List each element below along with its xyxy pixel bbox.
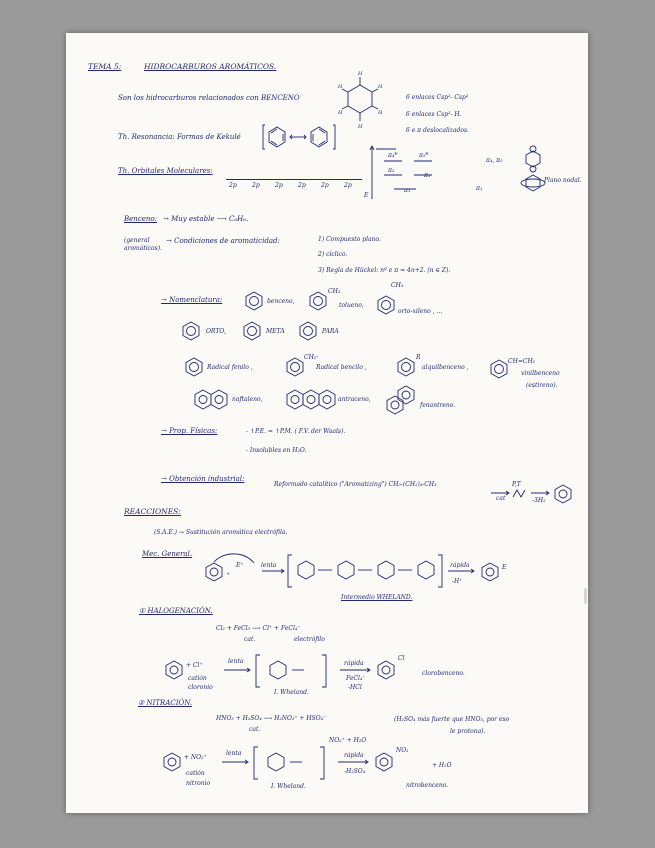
pi-45-ref: π₄, π₅: [486, 157, 503, 164]
hal-wheland: I. Wheland.: [274, 689, 309, 696]
benzyl-ch2: CH₂·: [304, 354, 319, 361]
phenyl-icon: [184, 357, 204, 377]
hal-cl: Cl: [398, 655, 405, 662]
ortho-ring-icon: [181, 321, 201, 341]
obtencion-text: Reformado catalítico ("Aromatizing") CH₃-(CH₂)₄-CH₃: [274, 481, 437, 488]
alquilbenceno-label: alquilbenceno ,: [422, 364, 469, 371]
svg-text:H: H: [338, 110, 343, 116]
naphthalene-icon: [194, 389, 228, 411]
nitracion-cat: cat.: [249, 726, 261, 733]
hal-plus-cl: + Cl⁺: [186, 662, 203, 669]
kekule-forms-icon: [263, 123, 335, 151]
hal-lenta: lenta: [228, 658, 244, 665]
nomenclatura-label: → Nomenclatura:: [161, 296, 223, 304]
nitracion-title: ② NITRACIÓN.: [138, 699, 193, 707]
benceno-general: (general: [124, 237, 150, 244]
antraceno-label: antraceno,: [338, 396, 371, 403]
bond-info-3: 6 e π deslocalizados.: [406, 127, 469, 134]
pi-3: π₃: [424, 172, 431, 179]
estireno-label: (estireno).: [526, 382, 558, 389]
obtencion-cat-pt: P,T: [512, 481, 521, 488]
phenanthrene-icon: [386, 385, 416, 415]
bond-info-2: 6 enlaces Csp²- H.: [406, 111, 462, 118]
svg-text:H: H: [378, 84, 383, 90]
svg-text:H: H: [358, 71, 363, 77]
mec-lenta: lenta: [261, 562, 277, 569]
cond-1: 1) Compuesto plano.: [318, 236, 381, 243]
nit-lenta: lenta: [226, 750, 242, 757]
naftaleno-label: naftaleno,: [232, 396, 263, 403]
aromaticity-conditions: → Condiciones de aromaticidad:: [166, 237, 280, 245]
obtencion-label: → Obtención industrial:: [161, 475, 245, 483]
tolueno-name: tolueno,: [339, 302, 364, 309]
hal-product: clorobenceno.: [422, 670, 465, 677]
nitracion-no2: NO₂⁺ + H₂O: [329, 737, 367, 744]
orto-xileno-name: orto-xileno , ...: [398, 308, 443, 315]
hal-fecl4: FeCl₄⁻: [346, 675, 366, 682]
obtencion-arrows: [491, 485, 581, 503]
fisicas-label: → Prop. Físicas:: [161, 427, 218, 435]
benceno-general2: aromáticos).: [124, 245, 162, 252]
mec-general: Mec. General.: [142, 550, 193, 558]
pi-star-5: π₅*: [419, 152, 429, 159]
fisicas-p1: - ↑P.E. = ↑P.M. ( F.V. der Waals).: [246, 428, 346, 435]
svg-text:H: H: [378, 110, 383, 116]
binder-hole: [584, 588, 587, 604]
alkylbenzene-icon: [396, 357, 416, 377]
mo-theory-label: Th. Orbitales Moleculares:: [118, 167, 213, 175]
wheland-label: Intermedio WHELAND.: [341, 594, 413, 601]
svg-text:+: +: [226, 571, 231, 577]
hal-cation: catión: [188, 675, 207, 682]
alkyl-r: R: [416, 354, 421, 361]
xylene-ch3: CH₃: [391, 282, 404, 289]
halogenacion-cat: cat.: [244, 636, 256, 643]
mec-eplus: E⁺: [236, 562, 244, 569]
meta-label: META: [266, 328, 285, 335]
nit-nitronio: nitronio: [186, 780, 211, 787]
meta-ring-icon: [242, 321, 262, 341]
o-xylene-icon: [376, 295, 396, 315]
notebook-page: [66, 33, 588, 813]
benzene-ring-icon: [244, 291, 264, 311]
resonance-label: Th. Resonancia: Formas de Kekulé: [118, 133, 241, 141]
bencilo-label: Radical bencilo ,: [316, 364, 367, 371]
benzyl-icon: [285, 357, 305, 377]
orto-label: ORTO,: [206, 328, 226, 335]
fenilo-label: Radical fenilo ,: [207, 364, 253, 371]
nit-no2-sub: NO₂: [396, 747, 409, 754]
intro-text: Son los hidrocarburos relacionados con BENCENO: [118, 94, 300, 102]
cond-3: 3) Regla de Hückel: nº e π = 4n+2. (n ∈ Z).: [318, 267, 451, 274]
pi-2: π₂: [388, 167, 395, 174]
mo-diagram: [366, 141, 456, 201]
orbital-2p-5: 2p: [321, 182, 329, 189]
benceno-stable: → Muy estable ⟶ C₆H₆.: [163, 215, 249, 223]
nit-hso4: -H₂SO₄: [344, 768, 366, 775]
plano-nodal: Plano nodal.: [544, 177, 582, 184]
nit-rapida: rápida: [344, 752, 364, 759]
fisicas-p2: - Insolubles en H₂O.: [246, 447, 307, 454]
benceno-name: benceno,: [267, 298, 295, 305]
benzene-structure-icon: [338, 71, 382, 131]
orbital-baseline: [226, 179, 362, 180]
toluene-ch3: CH₃: [328, 288, 341, 295]
bond-info-1: 6 enlaces Csp²- Csp²: [406, 94, 469, 101]
nit-cation: catión: [186, 770, 205, 777]
hal-rapida: rápida: [344, 660, 364, 667]
nit-plus-no2: + NO₂⁺: [184, 754, 207, 761]
toluene-icon: [308, 291, 328, 311]
nit-h2o: + H₂O: [432, 762, 452, 769]
para-label: PARA: [322, 328, 339, 335]
reacciones-title: REACCIONES:: [124, 507, 181, 516]
tema-label: TEMA 5:: [88, 62, 122, 71]
obtencion-cat: cat: [496, 495, 506, 502]
halogenacion-electrofilo: electrófilo: [294, 636, 325, 643]
mec-e: E: [502, 564, 507, 571]
halogenacion-eq: Cl₂ + FeCl₃ ⟶ Cl⁺ + FeCl₄⁻: [216, 625, 301, 632]
nitracion-note: (H₂SO₄ más fuerte que HNO₃, por eso: [394, 716, 510, 723]
orbital-2p-6: 2p: [344, 182, 352, 189]
pi-1-ref: π₁: [476, 185, 483, 192]
styrene-ch: CH=CH₂: [508, 358, 536, 365]
hal-cloronio: cloronio: [188, 684, 213, 691]
orbital-2p-4: 2p: [298, 182, 306, 189]
fenantreno-label: fenantreno.: [420, 402, 456, 409]
hal-hcl: -HCl: [348, 684, 362, 691]
orbital-2p-3: 2p: [275, 182, 283, 189]
nitracion-note2: le protona).: [450, 728, 486, 735]
styrene-icon: [489, 359, 509, 379]
pi-1: π₁: [404, 187, 411, 194]
orbital-2p-2: 2p: [252, 182, 260, 189]
svg-text:H: H: [338, 84, 343, 90]
page-title: HIDROCARBUROS AROMÁTICOS.: [144, 62, 277, 71]
obtencion-h2: -3H₂: [532, 497, 546, 504]
nitracion-eq: HNO₃ + H₂SO₄ ⟶ H₂NO₃⁺ + HSO₄⁻: [216, 715, 327, 722]
pi-star-4: π₄*: [388, 152, 398, 159]
mec-h: -H⁺: [452, 578, 463, 585]
nit-product: nitrobenceno.: [406, 782, 449, 789]
mec-rapida: rápida: [450, 562, 470, 569]
orbital-2p-1: 2p: [229, 182, 237, 189]
svg-text:H: H: [358, 124, 363, 130]
halogenacion-title: ① HALOGENACIÓN.: [139, 607, 213, 615]
cond-2: 2) cíclico.: [318, 251, 348, 258]
nit-wheland: I. Wheland.: [271, 783, 306, 790]
benceno-title: Benceno:: [124, 215, 157, 223]
mechanism-scheme: [204, 551, 507, 591]
orbital-lobes-icon: [518, 145, 548, 195]
para-ring-icon: [298, 321, 318, 341]
sae-text: (S.A.E.) → Sustitución aromática electrófila.: [154, 529, 288, 536]
anthracene-icon: [286, 389, 336, 411]
mo-energy-axis: E: [364, 192, 369, 199]
vinilbenceno-label: vinilbenceno: [521, 370, 560, 377]
nitration-scheme: [162, 745, 462, 781]
